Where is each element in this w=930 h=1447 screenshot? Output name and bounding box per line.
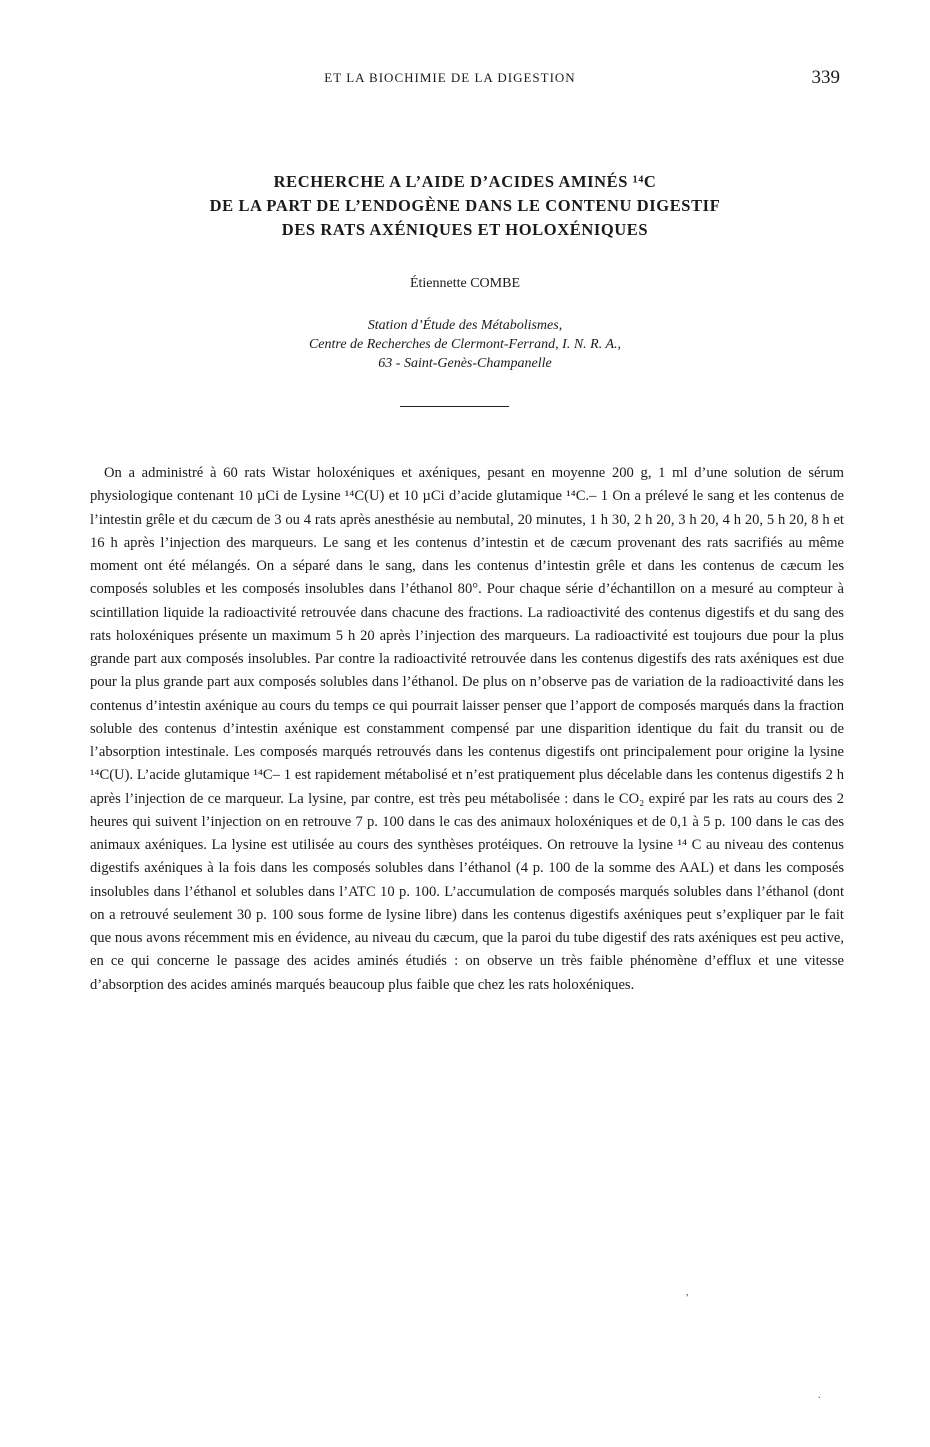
separator-rule <box>400 406 509 407</box>
page-number: 339 <box>811 67 840 88</box>
affiliation-line-1: Station d’Étude des Métabolismes, <box>367 318 563 333</box>
affiliation-line-3: 63 - Saint-Genès-Champanelle <box>378 356 552 371</box>
abstract <box>90 462 844 997</box>
print-speck: , <box>686 1287 689 1298</box>
abstract-paragraph: On a administré à 60 rats Wistar holoxéniques et axéniques, pesant en moyenne 200 g, 1 ml d’une solution de sérum physiologique contenant 10 µCi de Lysine ¹⁴C(U) et 10 µCi d’acide glutamique ¹⁴C.– 1 On a prélevé le sang et les contenus de l’intestin grêle et du cæcum de 3 ou 4 rats après anesthésie au nembutal, 20 minutes, 1 h 30, 2 h 20, 3 h 20, 4 h 20, 5 h 20, 8 h et 16 h après l’injection des marqueurs. Le sang et les contenus d’intestin et de cæcum provenant des rats sacrifiés au même moment ont été mélangés. On a séparé dans le sang, dans les contenus d’intestin grêle et dans les contenus de cæcum les composés solubles et les composés insolubles dans l’éthanol 80°. Pour chaque série d’échantillon on a mesuré au compteur à scintillation liquide la radioactivité retrouvée dans chacune des fractions. La radioactivité des contenus digestifs et du sang des rats holoxéniques présente un maximum 5 h 20 après l’injection des marqueurs. La radioactivité est toujours due pour la plus grande part aux composés insolubles. Par contre la radioactivité retrouvée dans les contenus digestifs des rats axéniques est due pour la plus grande part aux composés solubles dans l’éthanol. De plus on n’observe pas de variation de la radioactivité dans les contenus d’intestin axénique au cours du temps ce qui pourrait laisser penser que l’apport de composés marqués dans la fraction soluble des contenus d’intestin axénique est constamment compensé par une disparition identique du fait du transit ou de l’absorption intestinale. Les composés marqués retrouvés dans les contenus digestifs ont principalement pour origine la lysine ¹⁴C(U). L’acide glutamique ¹⁴C– 1 est rapidement métabolisé et n’est pratiquement plus décelable dans les contenus digestifs 2 h après l’injection de ce marqueur. La lysine, par contre, est très peu métabolisée : dans le CO₂ expiré par les rats au cours des 2 heures qui suivent l’injection on en retrouve 7 p. 100 dans le cas des animaux holoxéniques et de 0,1 à 5 p. 100 dans le cas des animaux axéniques. La lysine est utilisée au cours des synthèses protéiques. On retrouve la lysine ¹⁴ C au niveau des contenus digestifs axéniques à la fois dans les composés solubles dans l’éthanol (4 p. 100 de la somme des AAL) et dans les composés insolubles dans l’éthanol et solubles dans l’ATC 10 p. 100. L’accumulation de composés marqués solubles dans l’éthanol (dont on a retrouvé seulement 30 p. 100 sous forme de lysine libre) dans les contenus digestifs axéniques peut s’expliquer par le fait que nous avons récemment mis en évidence, au niveau du cæcum, que la paroi du tube digestif des rats axéniques est peu active, en ce qui concerne le passage des acides aminés étudiés : on observe un très faible phénomène d’efflux et une vitesse d’absorption des acides aminés marqués beaucoup plus faible que chez les rats holoxéniques. <box>90 465 844 993</box>
affiliation-line-2: Centre de Recherches de Clermont-Ferrand, I. N. R. A., <box>308 337 622 352</box>
title-line-3: DES RATS AXÉNIQUES ET HOLOXÉNIQUES <box>281 220 649 239</box>
print-speck: . <box>818 1390 821 1401</box>
title-line-1: RECHERCHE A L’AIDE D’ACIDES AMINÉS ¹⁴C <box>273 172 657 191</box>
running-head <box>0 67 930 94</box>
running-title: ET LA BIOCHIMIE DE LA DIGESTION <box>324 70 576 85</box>
article-title <box>100 170 830 242</box>
author-name: Étiennette COMBE <box>409 276 521 291</box>
affiliation <box>100 316 830 373</box>
title-line-2: DE LA PART DE L’ENDOGÈNE DANS LE CONTENU DIGESTIF <box>209 196 721 215</box>
